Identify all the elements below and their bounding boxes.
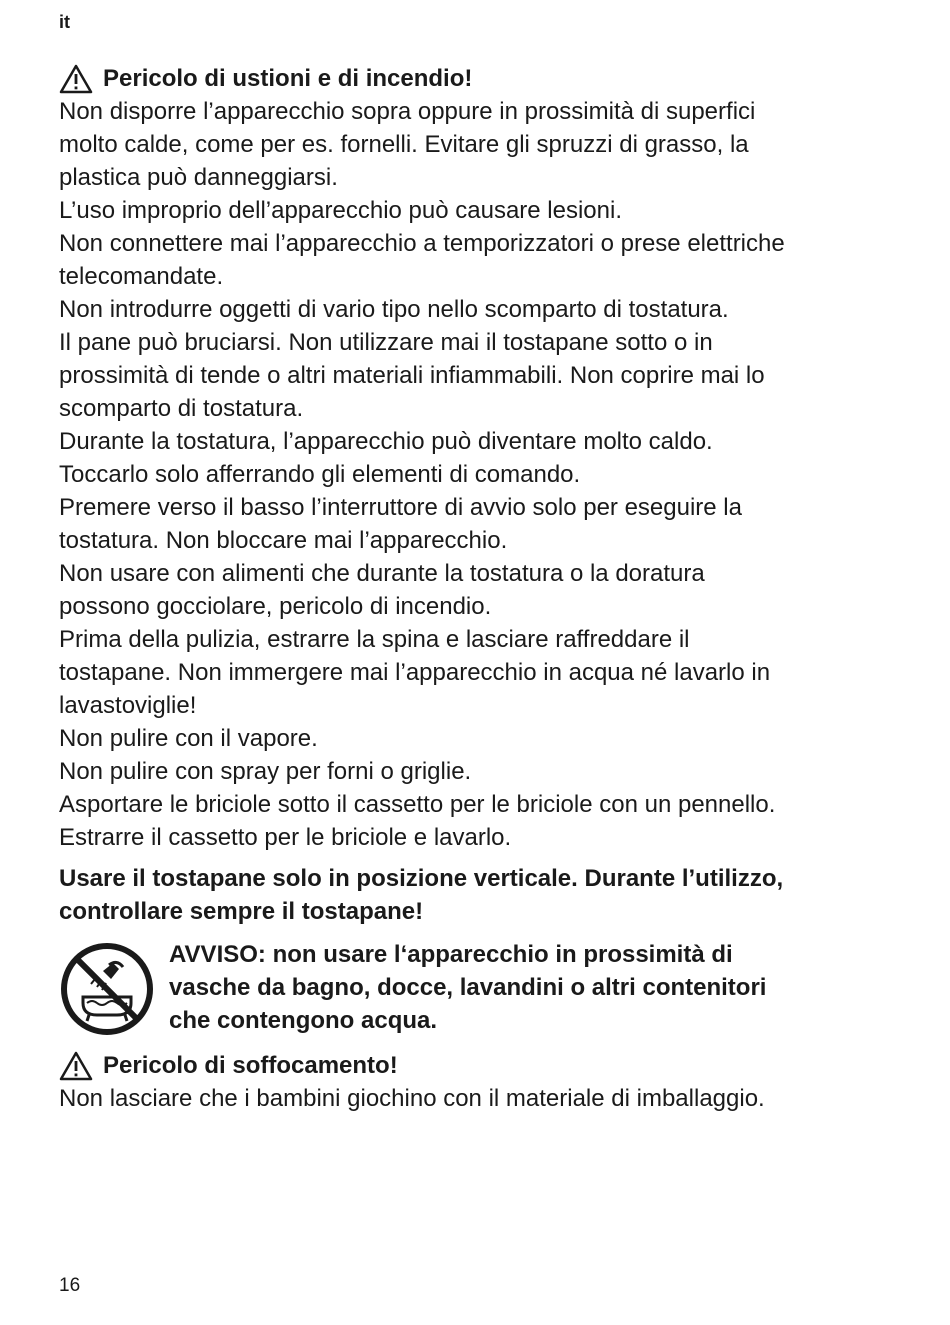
text-line: Premere verso il basso l’interruttore di avvio solo per eseguire la (59, 494, 742, 521)
section-heading-text: Pericolo di ustioni e di incendio! (103, 65, 473, 92)
text-line: Non disporre l’apparecchio sopra oppure in prossimità di superfici (59, 98, 756, 125)
text-line: Non pulire con spray per forni o griglie. (59, 758, 472, 785)
text-line: controllare sempre il tostapane! (59, 898, 424, 925)
language-label: it (59, 12, 70, 32)
warning-triangle-icon (59, 64, 93, 94)
text-line: scomparto di tostatura. (59, 395, 304, 422)
text-line: Non pulire con il vapore. (59, 725, 318, 752)
section-heading-burn-fire (59, 62, 899, 95)
text-line: Estrarre il cassetto per le briciole e lavarlo. (59, 824, 512, 851)
text-line: Prima della pulizia, estrarre la spina e lasciare raffreddare il (59, 626, 690, 653)
document-body (59, 62, 899, 1115)
water-warning-text (169, 938, 766, 1037)
text-line: tostatura. Non bloccare mai l’apparecchio. (59, 527, 508, 554)
text-line: AVVISO: non usare l‘apparecchio in prossimità di (169, 941, 733, 968)
text-line: Asportare le briciole sotto il cassetto per le briciole con un pennello. (59, 791, 776, 818)
page-number: 16 (59, 1275, 81, 1296)
warning-triangle-icon (59, 1051, 93, 1081)
text-line: molto calde, come per es. fornelli. Evitare gli spruzzi di grasso, la (59, 131, 749, 158)
text-line: Non lasciare che i bambini giochino con il materiale di imballaggio. (59, 1085, 765, 1112)
text-line: Non usare con alimenti che durante la tostatura o la doratura (59, 560, 705, 587)
text-line: tostapane. Non immergere mai l’apparecchio in acqua né lavarlo in (59, 659, 771, 686)
section-heading-suffocation (59, 1049, 899, 1082)
vertical-use-note (59, 862, 899, 928)
text-line: Non connettere mai l’apparecchio a temporizzatori o prese elettriche (59, 230, 785, 257)
text-line: Usare il tostapane solo in posizione verticale. Durante l’utilizzo, (59, 865, 784, 892)
text-line: vasche da bagno, docce, lavandini o altri contenitori (169, 974, 767, 1001)
text-line: plastica può danneggiarsi. (59, 164, 338, 191)
text-line: L’uso improprio dell’apparecchio può causare lesioni. (59, 197, 623, 224)
text-line: Il pane può bruciarsi. Non utilizzare mai il tostapane sotto o in (59, 329, 713, 356)
text-line: possono gocciolare, pericolo di incendio. (59, 593, 492, 620)
text-line: Durante la tostatura, l’apparecchio può diventare molto caldo. (59, 428, 713, 455)
text-line: Toccarlo solo afferrando gli elementi di comando. (59, 461, 581, 488)
text-line: lavastoviglie! (59, 692, 197, 719)
text-line: prossimità di tende o altri materiali infiammabili. Non coprire mai lo (59, 362, 765, 389)
no-water-icon (59, 941, 155, 1037)
section-heading-text: Pericolo di soffocamento! (103, 1052, 398, 1079)
section-body (59, 95, 899, 854)
text-line: telecomandate. (59, 263, 224, 290)
text-line: che contengono acqua. (169, 1007, 438, 1034)
text-line: Non introdurre oggetti di vario tipo nello scomparto di tostatura. (59, 296, 729, 323)
water-warning-block (59, 938, 899, 1037)
